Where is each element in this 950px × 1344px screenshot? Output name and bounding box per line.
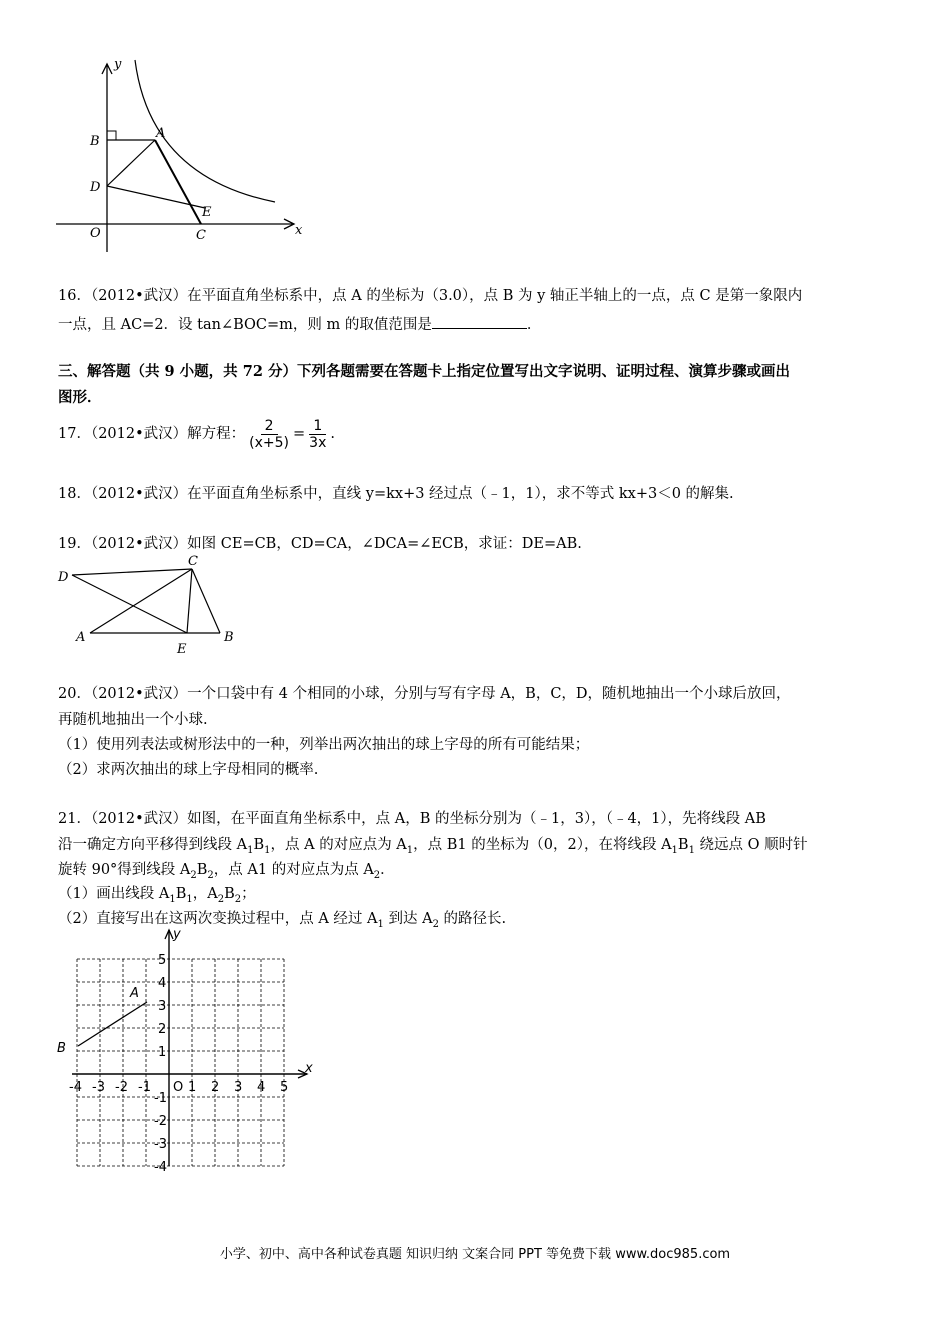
sub-1: 1 — [688, 844, 695, 856]
label-x: x — [295, 223, 303, 238]
q17-frac1-den: (x+5) — [249, 434, 290, 451]
q21-line4-part-e: ； — [241, 886, 256, 902]
q17-prefix: 17．（2012•武汉）解方程： — [58, 426, 246, 442]
q16-line2-text: 一点，且 AC=2．设 tan∠BOC=m，则 m 的取值范围是 — [58, 317, 432, 333]
q21-line4-part-c: ，A — [192, 886, 218, 902]
q17-fraction-left — [245, 418, 293, 451]
x-tick-label: 2 — [211, 1080, 220, 1095]
footer-text: 小学、初中、高中各种试卷真题 知识归纳 文案合同 PPT 等免费下载 www.doc985.com — [219, 1247, 731, 1262]
label-a-19: A — [76, 630, 86, 645]
q17-frac2-num: 1 — [309, 418, 326, 435]
y-tick-label: 2 — [158, 1022, 167, 1037]
label-d-19: D — [58, 570, 69, 585]
section3-heading-line1: 三、解答题（共 9 小题，共 72 分）下列各题需要在答题卡上指定位置写出文字说明、证明过程、演算步骤或画出 — [58, 363, 790, 380]
q21-line2-part-d: ，点 B1 的坐标为（0，2），在将线段 A — [413, 837, 672, 853]
segment-dc — [72, 569, 192, 575]
label-b-19: B — [224, 630, 234, 645]
triangle-figure — [52, 553, 242, 658]
y-tick-label: -2 — [154, 1114, 167, 1129]
q21-line2-part-f: 绕远点 O 顺时针 — [694, 837, 808, 853]
sub-2: 2 — [373, 869, 381, 881]
segment-ce — [187, 569, 192, 633]
q16-line2-end: ． — [526, 317, 542, 333]
y-tick-label: 5 — [158, 953, 167, 968]
sub-2: 2 — [234, 893, 242, 905]
grid-point-b: B — [57, 1041, 66, 1056]
q21-line1: 21．（2012•武汉）如图，在平面直角坐标系中，点 A，B 的坐标分别为（﹣1，3），（﹣4，1），先将线段 AB — [58, 811, 766, 827]
x-tick-label: -3 — [92, 1080, 105, 1095]
q21-line4 — [58, 884, 256, 910]
q21-line3 — [58, 860, 395, 886]
sub-1: 1 — [406, 844, 414, 856]
sub-2: 2 — [190, 869, 197, 881]
x-tick-label: 4 — [257, 1080, 266, 1095]
q16-line2 — [58, 314, 541, 335]
segment-ac — [155, 140, 201, 224]
x-tick-label: O — [173, 1080, 184, 1095]
x-tick-label: -4 — [69, 1080, 82, 1095]
label-o: O — [90, 226, 101, 241]
sub-2: 2 — [217, 893, 225, 905]
q17-equals: = — [293, 426, 306, 442]
x-tick-label: -2 — [115, 1080, 128, 1095]
q21-line2-part-c: ，点 A 的对应点为 A — [270, 837, 407, 853]
q21-line5-part-a: （2）直接写出在这两次变换过程中，点 A 经过 A — [58, 911, 378, 927]
grid-axes — [72, 930, 307, 1166]
hyperbola-figure — [50, 52, 320, 257]
x-tick-label: 3 — [234, 1080, 243, 1095]
label-b: B — [90, 134, 100, 149]
q20-line4: （2）求两次抽出的球上字母相同的概率. — [58, 762, 319, 778]
q21-line5-part-b: 到达 A — [383, 911, 433, 927]
grid-ticks — [69, 953, 288, 1175]
label-e: E — [202, 205, 212, 220]
label-a: A — [156, 126, 166, 141]
q21-line4-part-b: B — [175, 886, 187, 902]
grid-y-label: y — [173, 927, 181, 942]
q17-fraction-right — [305, 418, 330, 451]
segment-ac-19 — [90, 569, 192, 633]
y-tick-label: -1 — [154, 1091, 167, 1106]
coordinate-grid — [52, 924, 322, 1179]
sub-1: 1 — [671, 844, 678, 856]
x-tick-label: -1 — [138, 1080, 151, 1095]
sub-1: 1 — [169, 893, 176, 905]
label-y: y — [114, 57, 122, 72]
sub-1: 1 — [186, 893, 193, 905]
q17-frac2-den: 3x — [309, 434, 327, 451]
y-tick-label: -4 — [154, 1160, 167, 1175]
grid-lines — [77, 959, 284, 1166]
segment-ab-grid — [78, 1002, 147, 1046]
q20-line3: （1）使用列表法或树形法中的一种，列举出两次抽出的球上字母的所有可能结果； — [58, 737, 590, 753]
label-c: C — [196, 228, 206, 243]
label-c-19: C — [188, 554, 198, 569]
grid-x-label: x — [305, 1061, 313, 1076]
grid-point-a: A — [130, 986, 139, 1001]
q18: 18．（2012•武汉）在平面直角坐标系中，直线 y=kx+3 经过点（﹣1，1），求不等式 kx+3＜0 的解集. — [58, 486, 734, 502]
y-tick-label: 3 — [158, 999, 167, 1014]
q21-line3-part-b: B — [196, 862, 208, 878]
y-tick-label: -3 — [154, 1137, 167, 1152]
y-tick-label: 4 — [158, 976, 167, 991]
q21-line3-part-c: ，点 A1 的对应点为点 A — [213, 862, 374, 878]
q17 — [58, 414, 335, 454]
y-tick-label: 1 — [158, 1045, 167, 1060]
q21-line4-part-a: （1）画出线段 A — [58, 886, 170, 902]
q21-line2-part-e: B — [677, 837, 689, 853]
x-tick-label: 1 — [188, 1080, 197, 1095]
sub-2: 2 — [207, 869, 214, 881]
q21-line3-part-d: ． — [380, 862, 395, 878]
q21-line2-part-a: 沿一确定方向平移得到线段 A — [58, 837, 248, 853]
q21-line2-part-b: B — [253, 837, 265, 853]
label-d: D — [90, 180, 101, 195]
segment-ad — [107, 140, 155, 186]
q20-line2: 再随机地抽出一个小球. — [58, 712, 208, 728]
segment-cb — [192, 569, 220, 633]
q21-line3-part-a: 旋转 90°得到线段 A — [58, 862, 191, 878]
segment-de-19 — [72, 575, 187, 633]
sub-1: 1 — [264, 844, 271, 856]
q20-line1: 20．（2012•武汉）一个口袋中有 4 个相同的小球，分别与写有字母 A，B，C，D，随机地抽出一个小球后放回， — [58, 686, 791, 702]
sub-1: 1 — [247, 844, 254, 856]
q19: 19．（2012•武汉）如图 CE=CB，CD=CA，∠DCA=∠ECB，求证：DE=AB. — [58, 536, 582, 552]
q17-suffix: . — [330, 426, 335, 442]
label-e-19: E — [177, 642, 187, 657]
sub-1: 1 — [377, 918, 384, 930]
q16-line1: 16．（2012•武汉）在平面直角坐标系中，点 A 的坐标为（3.0），点 B 为 y 轴正半轴上的一点，点 C 是第一象限内 — [58, 288, 803, 304]
right-angle-mark — [107, 131, 116, 140]
q21-line5-part-c: 的路径长. — [438, 911, 507, 927]
q17-frac1-num: 2 — [261, 418, 278, 435]
sub-2: 2 — [432, 918, 439, 930]
section3-heading-line2: 图形． — [58, 389, 102, 406]
x-tick-label: 5 — [280, 1080, 289, 1095]
q21-line2 — [58, 835, 808, 861]
answer-blank[interactable] — [432, 314, 527, 329]
q21-line4-part-d: B — [224, 886, 235, 902]
